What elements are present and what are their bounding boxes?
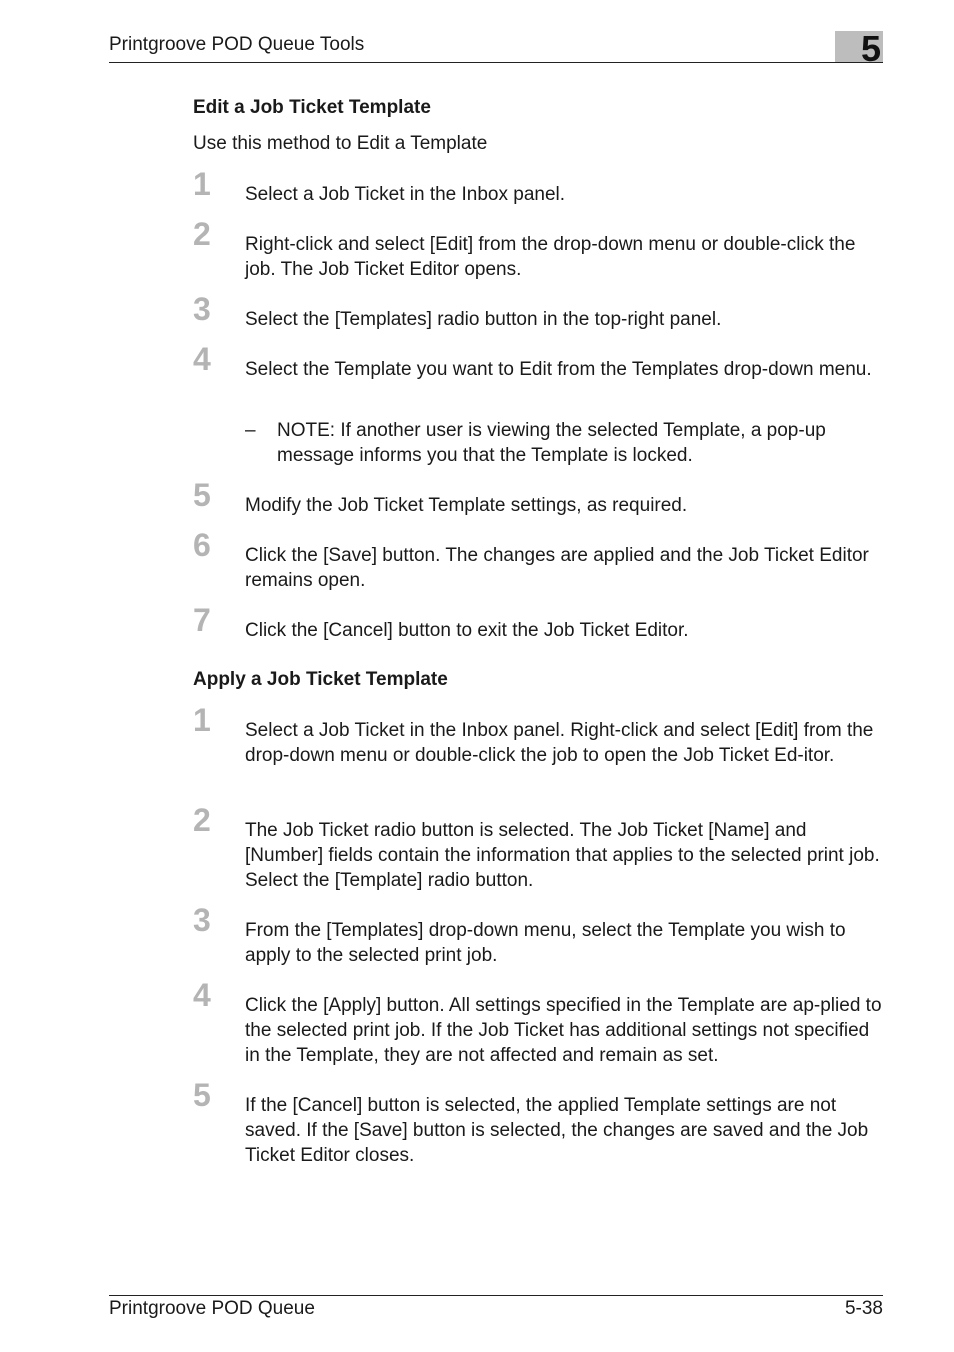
step-text: If the [Cancel] button is selected, the applied Template settings are not saved. If the [Save] button is selected, the changes are saved and the Job Ticket Editor closes. [245,1095,869,1166]
step-number: 7 [193,602,211,638]
step-text: Select a Job Ticket in the Inbox panel. [245,184,566,205]
page-header [109,28,883,69]
chapter-number: 5 [860,28,881,69]
step-number: 4 [193,977,211,1013]
footer-rule [109,1295,883,1296]
header-rule [109,62,883,63]
step-number: 5 [193,1077,211,1113]
step-number: 1 [193,166,211,202]
step-text: Modify the Job Ticket Template settings, as required. [245,495,688,516]
step-text: Click the [Cancel] button to exit the Job Ticket Editor. [245,620,689,641]
step-number: 2 [193,216,211,252]
step-number: 6 [193,527,211,563]
section-title-edit: Edit a Job Ticket Template [193,97,431,118]
step-text: Click the [Apply] button. All settings specified in the Template are ap-plied to the selected print job. If the Job Ticket has additional settings not specified in the Template, they are not affected and remain as set. [245,995,882,1066]
chapter-tab [835,28,883,69]
header-title: Printgroove POD Queue Tools [109,34,365,55]
step-number: 4 [193,341,211,377]
section-intro: Use this method to Edit a Template [193,133,488,154]
step-number: 3 [193,902,211,938]
note-dash: – [245,420,256,441]
note-text: NOTE: If another user is viewing the selected Template, a pop-up message informs you that the Template is locked. [277,420,826,466]
step-number: 3 [193,291,211,327]
section-title-apply: Apply a Job Ticket Template [193,669,448,690]
step-number: 5 [193,477,211,513]
step-number: 2 [193,802,211,838]
page-number: 5-38 [844,1298,883,1319]
step-text: Select the [Templates] radio button in the top-right panel. [245,309,722,330]
step-text: Click the [Save] button. The changes are applied and the Job Ticket Editor remains open. [245,545,869,591]
step-text: Right-click and select [Edit] from the drop-down menu or double-click the job. The Job Ticket Editor opens. [245,234,856,280]
step-text: The Job Ticket radio button is selected. The Job Ticket [Name] and [Number] fields contain the information that applies to the selected print job. Select the [Template] radio button. [245,820,880,891]
step-text: Select a Job Ticket in the Inbox panel. Right-click and select [Edit] from the drop-down menu or double-click the job to open the Job Ticket Ed-itor. [245,720,874,766]
step-text: From the [Templates] drop-down menu, select the Template you wish to apply to the selected print job. [245,920,846,966]
footer-title: Printgroove POD Queue [109,1298,315,1319]
step-text: Select the Template you want to Edit from the Templates drop-down menu. [245,359,872,380]
step-number: 1 [193,702,211,738]
